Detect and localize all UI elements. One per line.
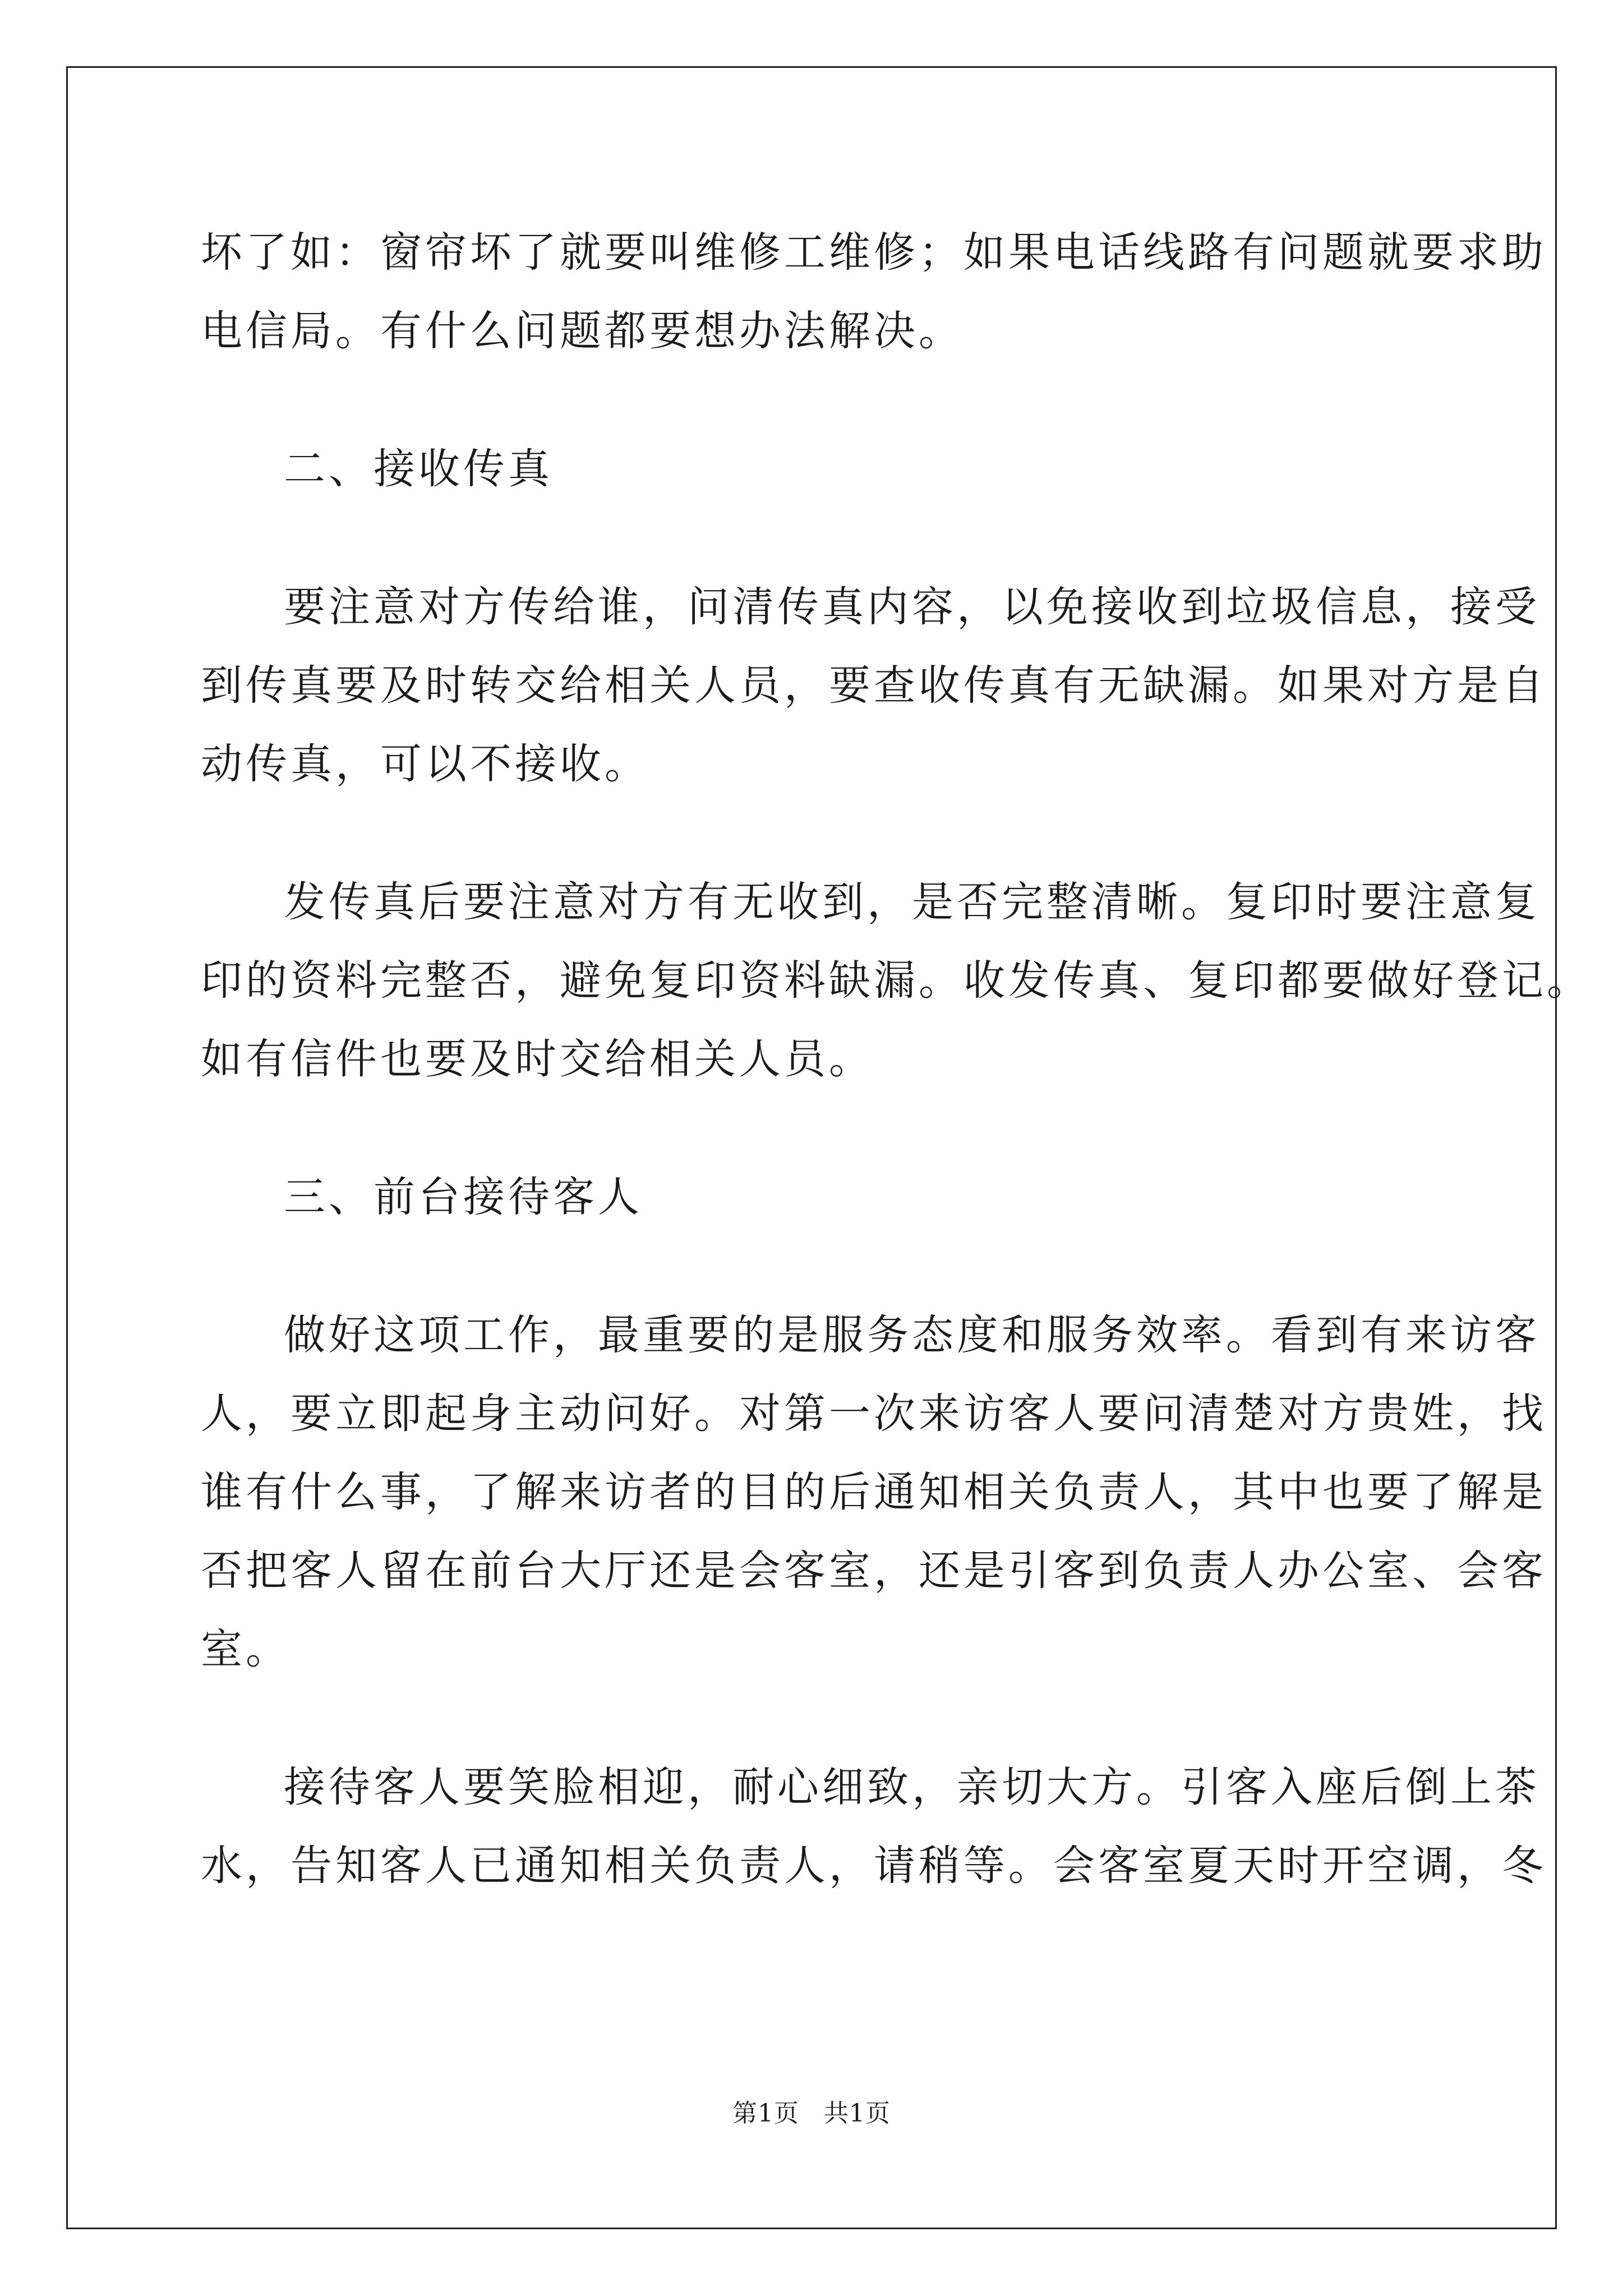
- text-line: 坏了如：窗帘坏了就要叫维修工维修；如果电话线路有问题就要求助: [201, 228, 1547, 277]
- section-heading: 二、接收传真: [284, 445, 553, 493]
- text-line: 接待客人要笑脸相迎，耐心细致，亲切大方。引客入座后倒上茶: [284, 1763, 1540, 1811]
- text-line: 谁有什么事，了解来访者的目的后通知相关负责人，其中也要了解是: [201, 1468, 1547, 1516]
- page-footer: [0, 2097, 1623, 2131]
- page-total: 共1页: [824, 2099, 891, 2128]
- page-number: 第1页: [732, 2099, 799, 2128]
- text-line: 印的资料完整否，避免复印资料缺漏。收发传真、复印都要做好登记。: [201, 956, 1592, 1005]
- text-line: 水，告知客人已通知相关负责人，请稍等。会客室夏天时开空调，冬: [201, 1842, 1547, 1890]
- text-line: 否把客人留在前台大厅还是会客室，还是引客到负责人办公室、会客: [201, 1547, 1547, 1595]
- text-line: 要注意对方传给谁，问清传真内容，以免接收到垃圾信息，接受: [284, 583, 1540, 631]
- text-line: 到传真要及时转交给相关人员，要查收传真有无缺漏。如果对方是自: [201, 661, 1547, 710]
- text-line: 室。: [201, 1625, 291, 1673]
- text-line: 电信局。有什么问题都要想办法解决。: [201, 307, 963, 355]
- text-line: 如有信件也要及时交给相关人员。: [201, 1035, 874, 1083]
- text-line: 做好这项工作，最重要的是服务态度和服务效率。看到有来访客: [284, 1311, 1540, 1359]
- text-line: 人，要立即起身主动问好。对第一次来访客人要问清楚对方贵姓，找: [201, 1389, 1547, 1438]
- text-line: 动传真，可以不接收。: [201, 740, 649, 788]
- text-line: 发传真后要注意对方有无收到，是否完整清晰。复印时要注意复: [284, 878, 1540, 926]
- document-body: [201, 213, 1592, 1905]
- section-heading: 三、前台接待客人: [284, 1173, 643, 1221]
